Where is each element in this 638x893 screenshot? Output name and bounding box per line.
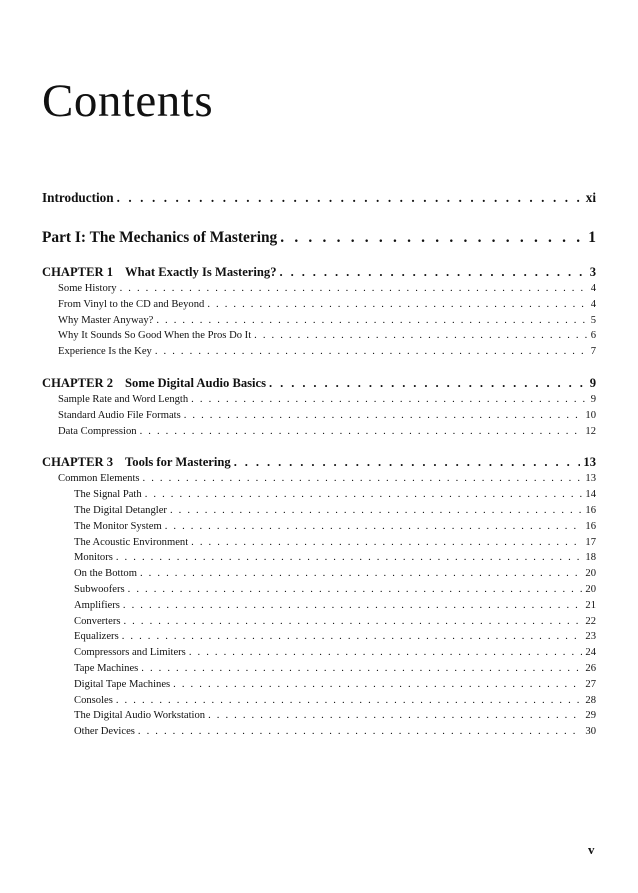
dot-leader bbox=[189, 645, 583, 661]
dot-leader bbox=[128, 582, 583, 598]
toc-entry-label: Subwoofers bbox=[74, 583, 125, 595]
toc-page-number: 14 bbox=[585, 489, 596, 501]
toc-subentry[interactable] bbox=[42, 598, 596, 614]
toc-subentry[interactable] bbox=[42, 503, 596, 519]
dot-leader bbox=[170, 503, 582, 519]
dot-leader bbox=[191, 392, 588, 408]
chapter-number: CHAPTER 2 bbox=[42, 375, 114, 390]
toc-subentry[interactable] bbox=[42, 487, 596, 503]
toc-entry[interactable] bbox=[42, 408, 596, 424]
toc-subentry[interactable] bbox=[42, 519, 596, 535]
toc-page-number: 5 bbox=[590, 314, 596, 326]
toc-entry-introduction[interactable] bbox=[42, 189, 596, 207]
toc-entry-label: Data Compression bbox=[58, 425, 137, 437]
toc-page-number: 7 bbox=[590, 346, 596, 358]
dot-leader bbox=[117, 189, 583, 207]
toc-page-number: 16 bbox=[585, 504, 596, 516]
dot-leader bbox=[254, 328, 588, 344]
toc-page-number: 20 bbox=[585, 568, 596, 580]
toc-entry-label: Tape Machines bbox=[74, 662, 139, 674]
toc-entry-label: Amplifiers bbox=[74, 599, 120, 611]
toc-chapter-1[interactable] bbox=[42, 264, 596, 281]
toc-page-number: 4 bbox=[590, 298, 596, 310]
dot-leader bbox=[141, 661, 582, 677]
toc-entry-label: Other Devices bbox=[74, 726, 135, 738]
toc-page-number: 21 bbox=[585, 599, 596, 611]
toc-entry-label: The Acoustic Environment bbox=[74, 536, 189, 548]
toc-page-number: 22 bbox=[585, 615, 596, 627]
toc-entry-label: Consoles bbox=[74, 694, 113, 706]
toc-entry-label: Standard Audio File Formats bbox=[58, 409, 181, 421]
toc-subentry[interactable] bbox=[42, 550, 596, 566]
toc-entry-label: Monitors bbox=[74, 552, 113, 564]
toc-page-number: 13 bbox=[585, 473, 596, 485]
toc-page-number: xi bbox=[585, 190, 596, 205]
toc-page-number: 1 bbox=[588, 229, 596, 246]
dot-leader bbox=[122, 629, 583, 645]
toc-page-number: 26 bbox=[585, 662, 596, 674]
toc-entry-label: Why Master Anyway? bbox=[58, 314, 154, 326]
toc-entry[interactable] bbox=[42, 344, 596, 360]
toc-page-number: 28 bbox=[585, 694, 596, 706]
dot-leader bbox=[269, 375, 587, 392]
toc-page-number: 30 bbox=[585, 726, 596, 738]
toc-entry-label: Why It Sounds So Good When the Pros Do It bbox=[58, 330, 252, 342]
chapter-number: CHAPTER 1 bbox=[42, 265, 114, 279]
toc-page-number: 6 bbox=[590, 330, 596, 342]
dot-leader bbox=[123, 614, 582, 630]
toc-subentry[interactable] bbox=[42, 693, 596, 709]
chapter-title: Tools for Mastering bbox=[125, 455, 231, 470]
dot-leader bbox=[184, 408, 583, 424]
toc-page-number: 18 bbox=[585, 552, 596, 564]
toc-entry-label: Introduction bbox=[42, 190, 114, 205]
dot-leader bbox=[140, 566, 582, 582]
dot-leader bbox=[143, 471, 583, 487]
dot-leader bbox=[280, 264, 587, 281]
toc-subentry[interactable] bbox=[42, 645, 596, 661]
toc-entry-label: The Signal Path bbox=[74, 489, 142, 501]
dot-leader bbox=[280, 228, 585, 248]
toc-subentry[interactable] bbox=[42, 724, 596, 740]
toc-chapter-3[interactable] bbox=[42, 454, 596, 471]
dot-leader bbox=[140, 424, 583, 440]
toc-page-number: 4 bbox=[590, 283, 596, 294]
toc-subentry[interactable] bbox=[42, 614, 596, 630]
chapter-title: Some Digital Audio Basics bbox=[125, 375, 267, 390]
toc-entry[interactable] bbox=[42, 471, 596, 487]
dot-leader bbox=[145, 487, 583, 503]
dot-leader bbox=[191, 535, 582, 551]
toc-entry-label: Common Elements bbox=[58, 473, 140, 485]
chapter-number: CHAPTER 3 bbox=[42, 455, 114, 470]
toc-entry-label: Compressors and Limiters bbox=[74, 647, 186, 659]
toc-entry-label: The Digital Detangler bbox=[74, 504, 167, 516]
toc-page-number: 9 bbox=[589, 375, 596, 390]
toc-entry-label: From Vinyl to the CD and Beyond bbox=[58, 298, 205, 310]
toc-entry-label: Experience Is the Key bbox=[58, 346, 152, 358]
toc-page-number: 13 bbox=[583, 455, 596, 470]
toc-entry-label: Part I: The Mechanics of Mastering bbox=[42, 229, 278, 246]
dot-leader bbox=[234, 454, 581, 471]
toc-subentry[interactable] bbox=[42, 582, 596, 598]
chapter-title: What Exactly Is Mastering? bbox=[125, 265, 277, 279]
dot-leader bbox=[207, 297, 587, 313]
toc-entry[interactable] bbox=[42, 297, 596, 313]
toc-chapter-2[interactable] bbox=[42, 375, 596, 392]
dot-leader bbox=[123, 598, 583, 614]
page-title: Contents bbox=[42, 75, 214, 127]
dot-leader bbox=[208, 708, 582, 724]
toc-page-number: 10 bbox=[585, 409, 596, 421]
toc-entry-label: Digital Tape Machines bbox=[74, 678, 171, 690]
toc-subentry[interactable] bbox=[42, 535, 596, 551]
table-of-contents bbox=[42, 189, 596, 740]
toc-page-number: 24 bbox=[585, 647, 596, 659]
toc-entry-label: The Monitor System bbox=[74, 520, 162, 532]
toc-entry-part-1[interactable] bbox=[42, 228, 596, 248]
toc-entry-label: Converters bbox=[74, 615, 121, 627]
toc-entry-label: Some History bbox=[58, 283, 117, 294]
toc-entry[interactable] bbox=[42, 392, 596, 408]
dot-leader bbox=[120, 281, 588, 297]
toc-page-number: 12 bbox=[585, 425, 596, 437]
toc-page-number: 9 bbox=[590, 393, 596, 405]
page-folio: v bbox=[588, 842, 595, 857]
dot-leader bbox=[165, 519, 583, 535]
toc-entry[interactable] bbox=[42, 424, 596, 440]
toc-entry[interactable] bbox=[42, 313, 596, 329]
toc-entry-label: Equalizers bbox=[74, 631, 119, 643]
dot-leader bbox=[138, 724, 583, 740]
toc-subentry[interactable] bbox=[42, 566, 596, 582]
dot-leader bbox=[173, 677, 582, 693]
toc-entry-label: Sample Rate and Word Length bbox=[58, 393, 189, 405]
toc-page-number: 29 bbox=[585, 710, 596, 722]
toc-subentry[interactable] bbox=[42, 661, 596, 677]
toc-page-number: 23 bbox=[585, 631, 596, 643]
toc-entry[interactable] bbox=[42, 328, 596, 344]
toc-entry[interactable] bbox=[42, 281, 596, 297]
toc-page-number: 17 bbox=[585, 536, 596, 548]
toc-page-number: 20 bbox=[585, 583, 596, 595]
toc-page-number: 27 bbox=[585, 678, 596, 690]
toc-subentry[interactable] bbox=[42, 629, 596, 645]
dot-leader bbox=[116, 693, 583, 709]
toc-subentry[interactable] bbox=[42, 677, 596, 693]
toc-entry-label: On the Bottom bbox=[74, 568, 137, 580]
dot-leader bbox=[156, 313, 587, 329]
dot-leader bbox=[155, 344, 588, 360]
toc-subentry[interactable] bbox=[42, 708, 596, 724]
dot-leader bbox=[116, 550, 583, 566]
toc-page-number: 3 bbox=[589, 265, 596, 279]
toc-page-number: 16 bbox=[585, 520, 596, 532]
toc-entry-label: The Digital Audio Workstation bbox=[74, 710, 206, 722]
